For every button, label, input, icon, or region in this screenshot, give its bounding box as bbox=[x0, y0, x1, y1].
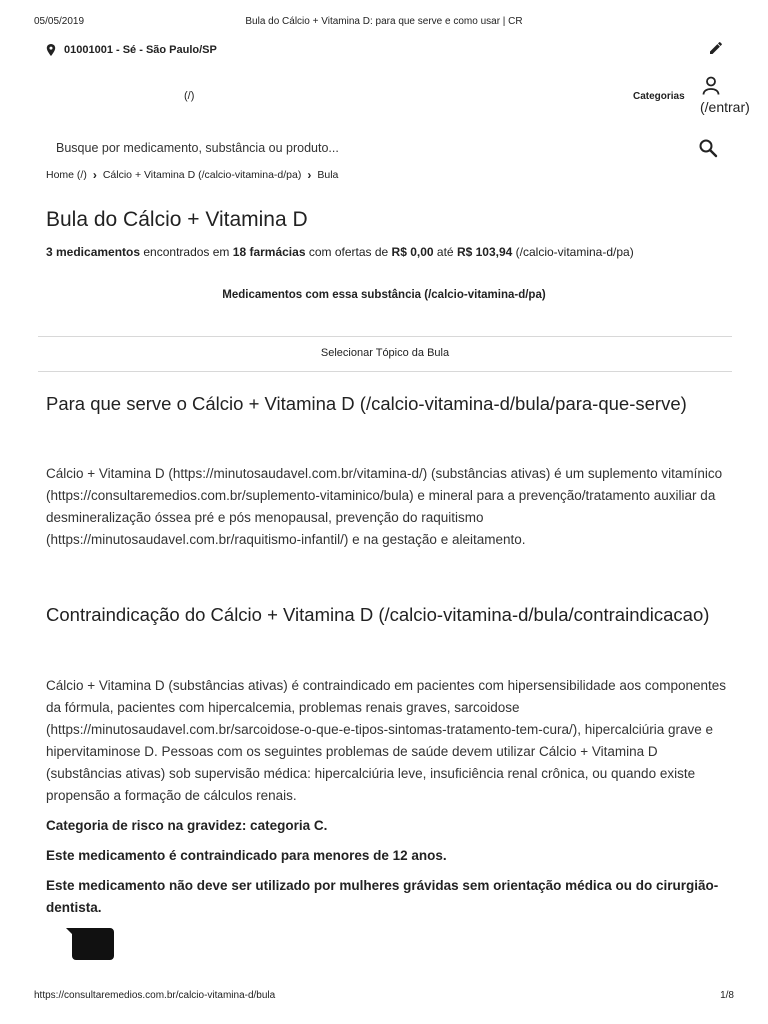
print-header bbox=[34, 16, 734, 30]
summary-text-3: até bbox=[433, 245, 457, 259]
chat-bubble-icon[interactable] bbox=[66, 928, 114, 960]
summary-text-2: com ofertas de bbox=[305, 245, 392, 259]
pharmacy-count: 18 farmácias bbox=[232, 245, 306, 259]
categorias-menu[interactable]: Categorias bbox=[633, 91, 685, 102]
risk-category: Categoria de risco na gravidez: categoria C. bbox=[46, 818, 328, 833]
page-title: Bula do Cálcio + Vitamina D bbox=[46, 208, 308, 231]
pregnancy-warning: Este medicamento não deve ser utilizado por mulheres grávidas sem orientação médica ou do cirurgião-dentista. bbox=[46, 878, 719, 915]
section-text-para-que-serve: Cálcio + Vitamina D (https://minutosaudavel.com.br/vitamina-d/) (substâncias ativas) é um suplemento vitamínico (https://consultaremedios.com.br/suplemento-vitaminico/bula) e mineral para a prevenção/tratamento auxiliar da desmineralização óssea pré e pós menopausal, prevenção do raquitismo (https://minutosaudavel.com.br/raquitismo-infantil/) e na gestação e aleitamento. bbox=[46, 466, 723, 547]
min-price: R$ 0,00 bbox=[391, 245, 434, 259]
offers-link[interactable]: (/calcio-vitamina-d/pa) bbox=[512, 245, 634, 259]
user-login-link[interactable]: (/entrar) bbox=[700, 99, 750, 115]
medicine-count: 3 medicamentos bbox=[46, 245, 141, 259]
search-icon[interactable] bbox=[698, 138, 718, 158]
substance-medicines-link[interactable]: Medicamentos com essa substância (/calcio-vitamina-d/pa) bbox=[222, 289, 546, 301]
print-page-number: 1/8 bbox=[720, 990, 734, 1001]
breadcrumb-current: Bula bbox=[317, 169, 339, 181]
location-selector[interactable] bbox=[46, 44, 217, 56]
summary-text-1: encontrados em bbox=[140, 245, 233, 259]
location-pin-icon bbox=[46, 44, 56, 56]
print-date: 05/05/2019 bbox=[34, 16, 85, 27]
print-title: Bula do Cálcio + Vitamina D: para que serve e como usar | CR bbox=[245, 16, 523, 27]
age-warning: Este medicamento é contraindicado para menores de 12 anos. bbox=[46, 848, 447, 863]
section-heading-para-que-serve[interactable]: Para que serve o Cálcio + Vitamina D (/calcio-vitamina-d/bula/para-que-serve) bbox=[46, 393, 687, 414]
search-input[interactable]: Busque por medicamento, substância ou produto... bbox=[56, 141, 339, 155]
offers-summary bbox=[46, 245, 634, 259]
topic-selector-label: Selecionar Tópico da Bula bbox=[320, 347, 450, 359]
user-icon[interactable] bbox=[702, 76, 720, 96]
section-text-contraindicacao: Cálcio + Vitamina D (substâncias ativas) é contraindicado em pacientes com hipersensibilidade aos componentes da fórmula, pacientes com hipercalcemia, problemas renais graves, sarcoidose (https://minutosaudavel.com.br/sarcoidose-o-que-e-tipos-sintomas-tratamento-tem-cura/), hipercalciúria grave e hipervitaminose D. Pessoas com os seguintes problemas de saúde devem utilizar Cálcio + Vitamina D (substâncias ativas) sob supervisão médica: hipercalciúria leve, insuficiência renal crônica, ou quando existe propensão a formação de cálculos renais. bbox=[46, 678, 726, 803]
print-footer bbox=[34, 990, 734, 1004]
topic-selector[interactable] bbox=[38, 336, 732, 372]
breadcrumb-substance[interactable]: Cálcio + Vitamina D (/calcio-vitamina-d/pa) bbox=[102, 169, 302, 181]
location-text: 01001001 - Sé - São Paulo/SP bbox=[64, 44, 217, 56]
breadcrumb-home[interactable]: Home (/) bbox=[46, 169, 87, 181]
breadcrumb bbox=[46, 168, 338, 182]
edit-pencil-icon[interactable] bbox=[708, 40, 724, 56]
max-price: R$ 103,94 bbox=[456, 245, 513, 259]
print-url: https://consultaremedios.com.br/calcio-vitamina-d/bula bbox=[34, 990, 276, 1001]
chevron-right-icon: › bbox=[92, 168, 97, 182]
section-heading-contraindicacao[interactable]: Contraindicação do Cálcio + Vitamina D (/calcio-vitamina-d/bula/contraindicacao) bbox=[46, 604, 710, 625]
search-bar[interactable] bbox=[46, 136, 726, 162]
logo-link[interactable]: (/) bbox=[184, 90, 195, 102]
chevron-right-icon: › bbox=[307, 168, 312, 182]
